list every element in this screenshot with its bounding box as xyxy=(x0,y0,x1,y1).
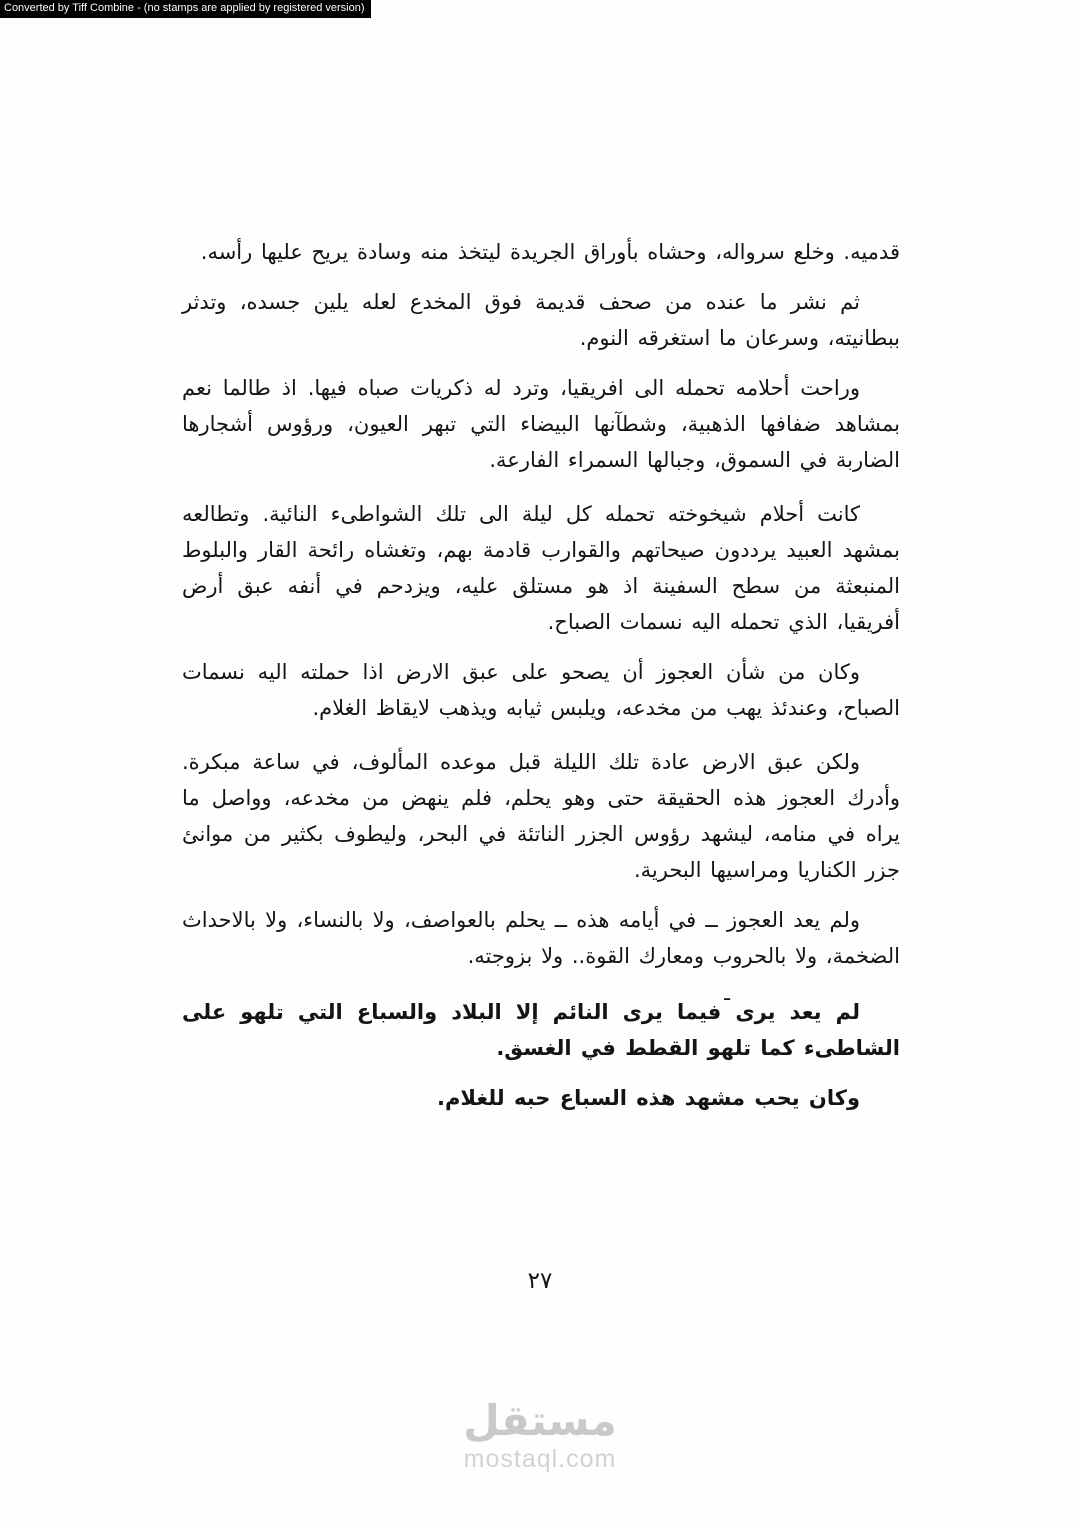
page-number: ٢٧ xyxy=(527,1268,553,1294)
paragraph: لم يعد يرى فيما يرى النائم إلا البلاد والسباع التي تلهو على الشاطىء كما تلهو القطط في الغسق. xyxy=(182,1000,900,1060)
paragraph: ولكن عبق الارض عادة تلك الليلة قبل موعده المألوف، في ساعة مبكرة. وأدرك العجوز هذه الحقيقة حتى وهو يحلم، فلم ينهض من مخدعه، وواصل ما يراه في منامه، ليشهد رؤوس الجزر الناتئة في البحر، وليطوف بكثير من موانئ جزر الكناريا ومراسيها البحرية. xyxy=(182,750,900,882)
paragraph: كانت أحلام شيخوخته تحمله كل ليلة الى تلك الشواطىء النائية. وتطالعه بمشهد العبيد يرددون صيحاتهم والقوارب قادمة بهم، وتغشاه رائحة القار والبلوط المنبعثة من سطح السفينة اذ هو مستلق عليه، ويزدحم في أنفه عبق أرض أفريقيا، الذي تحمله اليه نسمات الصباح. xyxy=(182,502,900,634)
paragraph: ثم نشر ما عنده من صحف قديمة فوق المخدع لعله يلين جسده، وتدثر ببطانيته، وسرعان ما استغرقه النوم. xyxy=(182,290,900,350)
mostaql-site-url: mostaql.com xyxy=(463,1445,617,1473)
paragraph: وراحت أحلامه تحمله الى افريقيا، وترد له ذكريات صباه فيها. اذ طالما نعم بمشاهد ضفافها الذهبية، وشطآنها البيضاء التي تبهر العيون، ورؤوس أشجارها الضاربة في السموق، وجبالها السمراء الفارعة. xyxy=(182,376,900,472)
paragraph: قدميه. وخلع سرواله، وحشاه بأوراق الجريدة ليتخذ منه وسادة يريح عليها رأسه. xyxy=(200,240,900,264)
banner-text: Converted by Tiff Combine - (no stamps are applied by registered version) xyxy=(4,2,365,14)
watermark xyxy=(0,1398,1080,1474)
document-text xyxy=(182,234,900,1130)
paragraph: وكان يحب مشهد هذه السباع حبه للغلام. xyxy=(437,1086,860,1110)
mostaql-logo: مستقل xyxy=(463,1396,617,1445)
paragraph: ولم يعد العجوز ــ في أيامه هذه ــ يحلم بالعواصف، ولا بالنساء، ولا بالاحداث الضخمة، ولا بالحروب ومعارك القوة.. ولا بزوجته. xyxy=(182,908,900,968)
scan-dash-artifact: ـ xyxy=(724,981,730,1005)
paragraph: وكان من شأن العجوز أن يصحو على عبق الارض اذا حملته اليه نسمات الصباح، وعندئذ يهب من مخدعه، ويلبس ثيابه ويذهب لايقاظ الغلام. xyxy=(182,660,900,720)
tiff-combine-banner xyxy=(0,0,371,18)
